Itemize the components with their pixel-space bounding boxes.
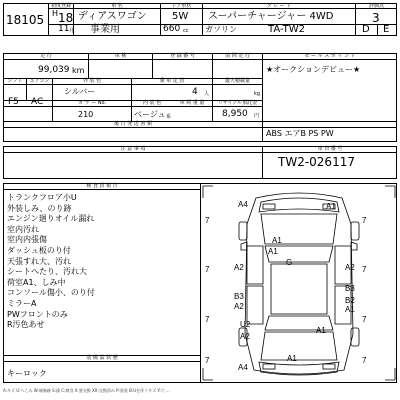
inspector-line: 室内内張傷 (7, 235, 47, 245)
mileage-label: 走 行 (40, 53, 52, 59)
inspector-line: エンジン廻りオイル漏れ (7, 214, 95, 224)
ac-value: AC (31, 97, 44, 107)
bracket-mark: 7 (362, 265, 367, 274)
damage-code: A1 (268, 247, 278, 256)
notes-label: 注 意 事 項 (120, 146, 146, 152)
door-label: ドア形状 (171, 3, 192, 9)
legend-footer: A:キズ U:へこみ W:補修跡 S:錆 C:腐食 X:要交換 XX:交換済み P:塗装 B:Uを伴うキズ Y:穴 ... (3, 388, 170, 393)
inspector-line: 室内汚れ (7, 224, 39, 234)
damage-code: B3 (345, 284, 355, 293)
damage-code: A1 (316, 326, 326, 335)
month-value: 11 (58, 24, 70, 34)
bracket-mark: 7 (205, 265, 210, 274)
salespoint-label: セ ー ル ス ポ イ ン ト (304, 53, 356, 59)
bracket-mark: 7 (205, 315, 210, 324)
capacity-label: 乗 車 定 員 (159, 78, 185, 84)
car-name-label: 車 名 (111, 3, 123, 9)
mileage-value: 99,039 (38, 65, 70, 75)
lot-number: 18105 (6, 13, 45, 27)
bracket-mark: 7 (362, 216, 367, 225)
damage-code: A1 (326, 202, 336, 211)
registration-label: 車 検 (114, 53, 127, 59)
inspector-line: 荷室A1、しみ中 (7, 277, 66, 287)
color-value: シルバー (64, 87, 96, 96)
inspector-line: R汚色あせ (7, 320, 45, 330)
inspector-notes (7, 193, 197, 331)
recycle-unit: 円 (254, 113, 260, 119)
bracket-mark: 7 (362, 356, 367, 365)
inspector-line: ミラーA (7, 298, 37, 308)
displacement-unit: cc (183, 28, 189, 34)
interior-color: ベージュ (134, 110, 166, 119)
inspector-line: コンソール傷小、のり付 (7, 288, 95, 298)
damage-code: A4 (238, 363, 248, 372)
damage-code: G (286, 258, 293, 267)
mileage-unit: km (72, 66, 85, 75)
damage-code: B2 (345, 296, 355, 305)
door-type: 5W (172, 11, 189, 22)
ac-label: エアコン (29, 78, 50, 84)
capacity-unit: 人 (204, 91, 210, 97)
damage-code: A1 (345, 305, 355, 314)
damage-code: A1 (272, 236, 282, 245)
equipment-state-label: 装 備 品 状 態 (86, 355, 118, 361)
grade: スーパーチャージャー 4WD (208, 11, 334, 22)
frame-number: TW2-026117 (278, 155, 355, 169)
equipment-state: キーロック (7, 369, 47, 378)
interior-grade: D (362, 24, 370, 35)
color-no: 210 (78, 110, 94, 119)
inspector-line: ダッシュ板のり付 (7, 245, 71, 255)
inspection-label: 登 録 番 号 (170, 53, 195, 59)
month-unit: 月 (69, 28, 75, 34)
frame-label: 車 台 番 号 (317, 146, 343, 152)
car-damage-diagram (201, 184, 397, 382)
damage-code: A2 (234, 302, 244, 311)
shift-label: シフト (7, 78, 23, 84)
score-label: 評価点 (368, 3, 384, 9)
inspector-line: トランクフロア小U (7, 193, 77, 202)
bracket-mark: 7 (205, 356, 210, 365)
recycle-label: リサイクル預託金 (217, 100, 258, 106)
exterior-grade: E (383, 24, 390, 35)
equipment: ABS エアB PS PW (266, 129, 334, 138)
year-label: 初度登録 (50, 3, 71, 9)
year-value: 18 (58, 11, 74, 25)
damage-code: A1 (287, 354, 297, 363)
damage-code: A2 (345, 263, 355, 272)
salespoint: ★オークションデビュー★ (266, 65, 361, 74)
damage-code: A2 (240, 332, 250, 341)
damage-code: U2 (240, 320, 251, 329)
interior-color-unit: 系 (166, 114, 172, 120)
recycle-value: 8,950 (222, 109, 248, 119)
model-code: TA-TW2 (268, 24, 306, 35)
color-label: 外 装 色 (82, 78, 102, 84)
later-docs-label: 後 日 発 送 書 類 (114, 121, 152, 127)
inspector-label: 検 査 員 報 告 (86, 183, 118, 189)
damage-code: A4 (238, 200, 248, 209)
weight-label: 車 両 重 量 (179, 100, 205, 106)
shift-value: F5 (8, 97, 19, 107)
capacity-value: 4 (192, 87, 198, 97)
load-label: 最大積載量 (224, 78, 250, 84)
prev-mileage-label: 前 回 走 行 (225, 53, 250, 59)
bracket-mark: 7 (362, 315, 367, 324)
interior-color-label: 内 装 色 (142, 100, 162, 106)
color-no-label: カ ラ ー No. (77, 100, 107, 106)
usage: 事業用 (90, 24, 120, 35)
bracket-mark: 7 (205, 216, 210, 225)
fuel: ガソリン (205, 25, 237, 34)
load-unit: kg (254, 91, 261, 97)
era: H (52, 9, 59, 18)
score: 3 (372, 11, 380, 25)
inspector-line: シートへたり、汚れ大 (7, 267, 87, 277)
inspector-line: PWフロントのみ (7, 309, 68, 319)
inspector-line: 天張すれ大、汚れ (7, 256, 71, 266)
car-name: ディアスワゴン (78, 11, 147, 22)
inspector-line: 外装しみ、のり跡 (7, 203, 72, 213)
damage-code: A2 (234, 263, 244, 272)
damage-code: B3 (234, 292, 244, 301)
grade-label: グ レ ー ド (266, 3, 292, 9)
displacement: 660 (163, 24, 181, 34)
